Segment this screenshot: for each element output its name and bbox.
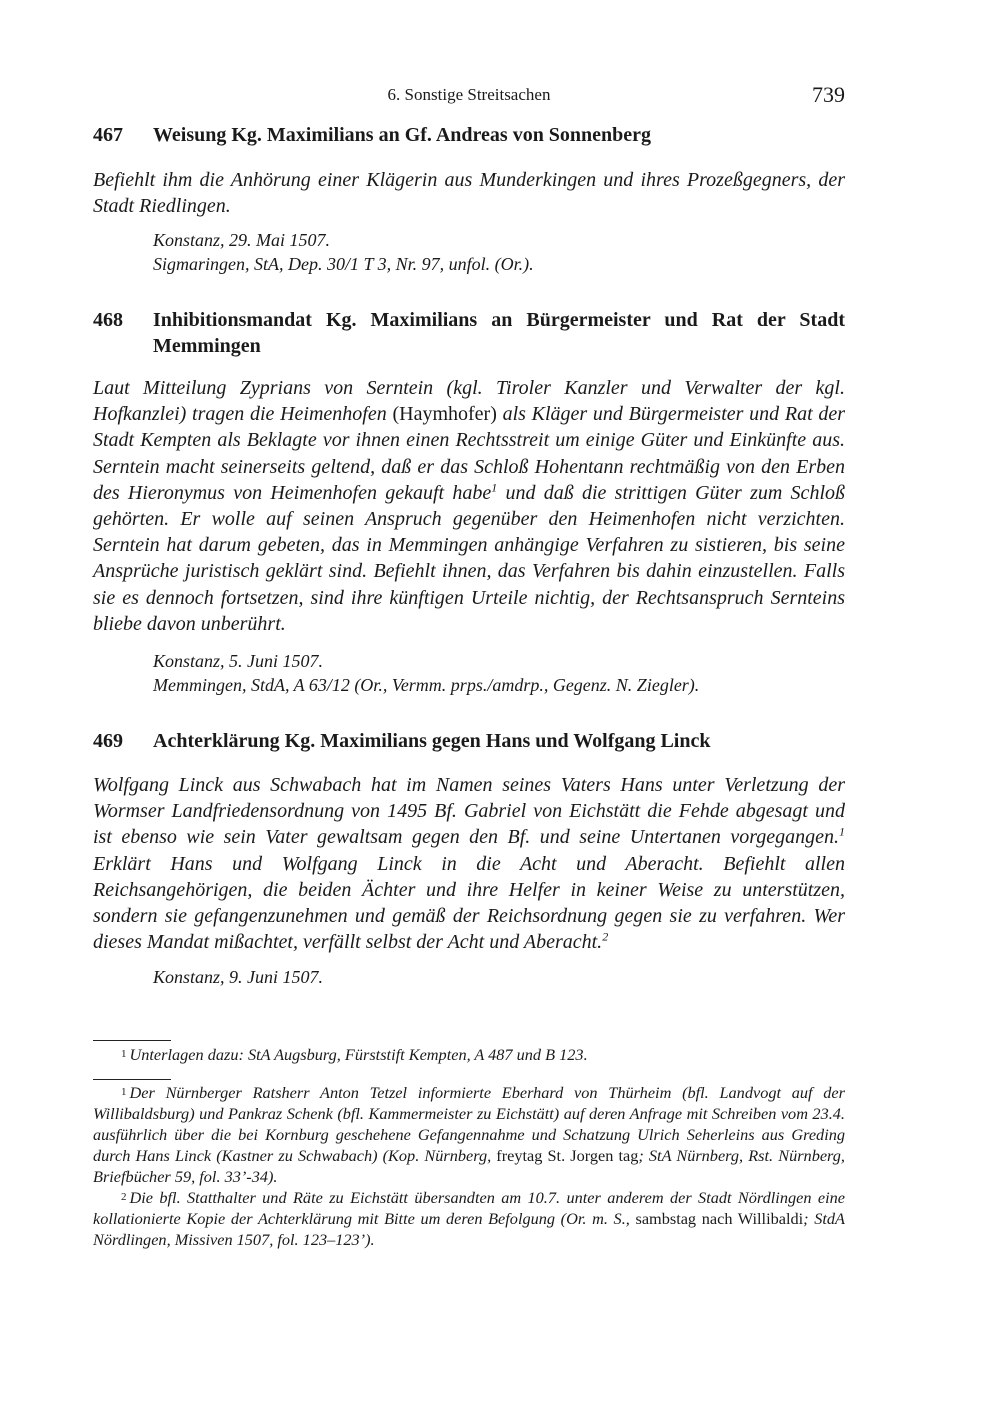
text-run: als Kläger und Bürgermeister und Rat der Stadt Kempten als Beklagte vor ihnen einen Rechtsstreit um einige Güter und Einkünfte aus. Serntein macht seinerseits geltend, daß er das Schloß Hohentann rechtmäßig von den Erben des Hieronymus von Heimenhofen gekauft habe — [93, 403, 846, 504]
footnote-mark: 2 — [121, 1191, 127, 1203]
place-date: Konstanz, 29. Mai 1507. — [153, 230, 331, 250]
entry-467-summary — [93, 167, 845, 219]
text-run: Laut Mitteilung Zyprians von Serntein (kgl. Tiroler Kanzler und Verwalter der kgl. Hofkanzlei) tragen die Heimenhofen — [93, 377, 845, 426]
running-header — [93, 82, 845, 108]
footnote — [93, 1187, 845, 1250]
entry-title: Weisung Kg. Maximilians an Gf. Andreas von Sonnenberg — [153, 124, 652, 146]
footnotes-469 — [0, 1082, 846, 1250]
footnote — [93, 1082, 845, 1187]
entry-title: Inhibitionsmandat Kg. Maximilians an Bürgermeister und Rat der Stadt Memmingen — [153, 309, 845, 357]
text-run: Der Nürnberger Ratsherr Anton Tetzel informierte Eberhard von Thürheim (bfl. Landvogt auf der Willibaldsburg) und Pankraz Schenk (bfl. Kammermeister zu Eichstätt) auf deren Anfrage mit Schreiben vom 23.4. ausführlich über die bei Kornburg geschehene Gefangennahme und Schatzung Ulrich Seherleins aus Greding durch Hans Linck (Kastner zu Schwabach) (Kop. Nürnberg, — [93, 1083, 845, 1165]
entry-469-heading — [93, 728, 845, 754]
text-run: Wolfgang Linck aus Schwabach hat im Namen seines Vaters Hans unter Verletzung der Wormser Landfriedensordnung von 1495 Bf. Gabriel von Eichstätt die Fehde abgesagt und ist ebenso wie sein Vater gewaltsam gegen den Bf. und seine Untertanen vorgegangen. — [93, 774, 845, 849]
entry-469-meta — [153, 965, 323, 989]
footnote-rule — [93, 1079, 171, 1080]
entry-468-meta — [153, 649, 699, 697]
entry-469-summary — [93, 772, 845, 955]
text-run: (Haymhofer) — [392, 403, 497, 426]
footnote-rule — [93, 1040, 171, 1041]
text-run: sambstag nach Willibaldi — [635, 1209, 804, 1228]
entry-467-meta — [153, 228, 534, 276]
place-date: Konstanz, 5. Juni 1507. — [153, 651, 324, 671]
text-run: Erklärt Hans und Wolfgang Linck in die Acht und Aberacht. Befiehlt allen Reichsangehörigen, die beiden Ächter und ihre Helfer in keiner Weise zu unterstützen, sondern sie gefangenzunehmen und gemäß der Reichsordnung gegen sie zu verfahren. Wer dieses Mandat mißachtet, verfällt selbst der Acht und Aberacht. — [93, 852, 845, 954]
running-title: 6. Sonstige Streitsachen — [387, 85, 551, 104]
footnote-reference[interactable]: 1 — [839, 824, 845, 839]
footnote-reference[interactable]: 2 — [602, 929, 609, 944]
archival-source: Sigmaringen, StA, Dep. 30/1 T 3, Nr. 97, unfol. (Or.). — [153, 254, 534, 274]
footnote-mark: 1 — [121, 1048, 127, 1060]
text-run: Befiehlt ihm die Anhörung einer Klägerin aus Munderkingen und ihres Prozeßgegners, der Stadt Riedlingen. — [93, 169, 845, 218]
entry-number: 467 — [93, 124, 123, 146]
text-run: ; StdA Nördlingen, Missiven 1507, fol. 123–123’). — [93, 1209, 845, 1249]
page-number: 739 — [812, 82, 845, 107]
footnote — [93, 1044, 845, 1065]
entry-468-heading — [93, 307, 845, 359]
text-run: ; StA Nürnberg, Rst. Nürnberg, Briefbücher 59, fol. 33’-34). — [93, 1146, 846, 1186]
entry-467-heading — [93, 122, 845, 148]
footnote-reference[interactable]: 1 — [491, 480, 498, 495]
text-run: freytag St. Jorgen tag — [496, 1146, 639, 1165]
footnotes-468 — [0, 1044, 752, 1065]
entry-number: 469 — [93, 730, 123, 752]
entry-number: 468 — [93, 309, 123, 331]
text-run: Unterlagen dazu: StA Augsburg, Fürststift Kempten, A 487 und B 123. — [129, 1045, 588, 1064]
text-run: und daß die strittigen Güter zum Schloß gehörten. Er wolle auf seinen Anspruch gegenüber den Heimenhofen nicht verzichten. Serntein hat darum gebeten, das in Memmingen anhängige Verfahren zu sistieren, bis seine Ansprüche juristisch geklärt sind. Befiehlt ihnen, das Verfahren bis dahin einzustellen. Falls sie es dennoch fortsetzen, sind ihre künftigen Urteile nichtig, der Rechtsanspruch Sernteins bliebe davon unberührt. — [93, 481, 845, 635]
archival-source: Memmingen, StdA, A 63/12 (Or., Vermm. prps./amdrp., Gegenz. N. Ziegler). — [153, 675, 700, 695]
footnote-mark: 1 — [121, 1086, 127, 1098]
entry-468-summary — [93, 375, 845, 637]
entry-title: Achterklärung Kg. Maximilians gegen Hans und Wolfgang Linck — [153, 730, 711, 752]
place-date: Konstanz, 9. Juni 1507. — [153, 967, 324, 987]
text-run: Die bfl. Statthalter und Räte zu Eichstätt übersandten am 10.7. unter anderem der Stadt Nördlingen eine kollationierte Kopie der Achterklärung mit Bitte um deren Befolgung (Or. m. S., — [93, 1188, 845, 1228]
